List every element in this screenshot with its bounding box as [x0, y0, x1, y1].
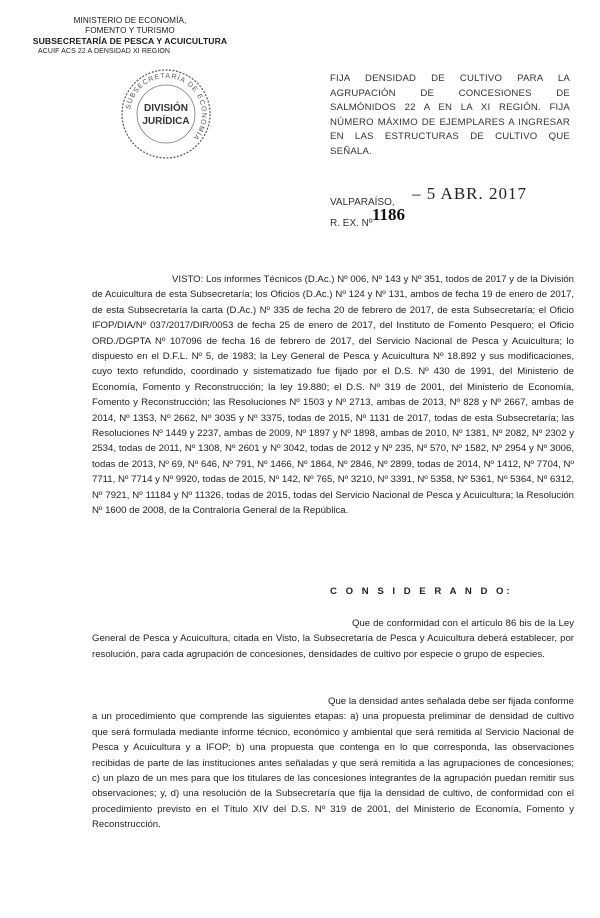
resolution-subject: FIJA DENSIDAD DE CULTIVO PARA LA AGRUPACIÓN DE CONCESIONES DE SALMÓNIDOS 22 A EN LA XI REGIÓN. FIJA NÚMERO MÁXIMO DE EJEMPLARES A INGRESAR EN LAS ESTRUCTURAS DE CULTIVO QUE SEÑALA. — [330, 73, 570, 157]
ministry-name-line1: MINISTERIO DE ECONOMÍA, — [73, 16, 187, 25]
considerando-paragraph-2 — [92, 694, 574, 833]
considerando-2-text: Que la densidad antes señalada debe ser fijada conforme a un procedimiento que comprende las siguientes etapas: a) una propuesta preliminar de densidad de cultivo que será formulada mediante informe técnico, económico y ambiental que será remitida al Servicio Nacional de Pesca y Acuicultura y a IFOP; b) una propuesta que contenga en lo que corresponda, las observaciones recibidas de parte de las instituciones antes señaladas y que será remitida a las agrupaciones de concesiones; c) un plazo de un mes para que los titulares de las concesiones integrantes de la agrupación puedan remitir sus observaciones; y, d) una resolución de la Subsecretaría que fija la densidad de cultivo, de conformidad con el procedimiento previsto en el Título XIV del D.S. Nº 319 de 2001, del Ministerio de Economía, Fomento y Reconstrucción. — [92, 696, 574, 831]
stamp-ring-text: SUBSECRETARÍA DE ECONOMÍA — [125, 72, 208, 142]
subsecretaria-name: SUBSECRETARÍA DE PESCA Y ACUICULTURA — [32, 36, 228, 47]
rex-number-stamp: 1186 — [372, 205, 406, 224]
considerando-1-text: Que de conformidad con el artículo 86 bis de la Ley General de Pesca y Acuicultura, citada en Visto, la Subsecretaría de Pesca y Acuicultura deberá establecer, por resolución, para cada agrupación de concesiones, densidades de cultivo por especie o grupo de especies. — [92, 618, 574, 660]
visto-paragraph — [92, 272, 574, 519]
stamp-center-line2: JURÍDICA — [142, 116, 190, 127]
place-label: VALPARAÍSO, — [330, 197, 395, 208]
ministry-name-line2: FOMENTO Y TURISMO — [85, 26, 175, 36]
rex-label: R. EX. Nº — [330, 218, 373, 229]
stamp-center-line1: DIVISIÓN — [144, 103, 188, 114]
letterhead — [30, 16, 230, 57]
visto-text: VISTO: Los informes Técnicos (D.Ac.) Nº 006, Nº 143 y Nº 351, todos de 2017 y de la División de Acuicultura de esta Subsecretaría; los Oficios (D.Ac.) Nº 124 y Nº 131, ambos de fecha 19 de enero de 2017, de esta Subsecretaría la carta (D.Ac.) Nº 335 de fecha 20 de febrero de 2017, de esta Subsecretaría; el Oficio IFOP/DIA/Nº 037/2017/DIR/0053 de fecha 25 de enero de 2017, del Instituto de Fomento Pesquero; el Oficio ORD./DGPTA Nº 107096 de fecha 16 de febrero de 2017, del Servicio Nacional de Pesca y Acuicultura; lo dispuesto en el D.F.L. Nº 5, de 1983; la Ley General de Pesca y Acuicultura Nº 18.892 y sus modificaciones, cuyo texto refundido, coordinado y sistematizado fue fijado por el D.S. Nº 430 de 1991, del Ministerio de Economía, Fomento y Reconstrucción; la ley 19.880; el D.S. Nº 319 de 2001, del Ministerio de Economía, Fomento y Reconstrucción; las Resoluciones Nº 1503 y Nº 2713, ambas de 2013, Nº 828 y Nº 2667, ambas de 2014, Nº 1353, Nº 2662, Nº 3035 y Nº 3375, todas de 2015, Nº 1131 de 2017, todas de esta Subsecretaría; las Resoluciones Nº 1449 y 2237, ambas de 2009, Nº 1897 y Nº 1898, ambas de 2010, Nº 1381, Nº 2082, Nº 2302 y 2534, todas de 2011, Nº 1308, Nº 2601 y Nº 3042, todas de 2012 y Nº 235, Nº 570, Nº 1582, Nº 2954 y Nº 3006, todas de 2013, Nº 69, Nº 646, Nº 791, Nº 1466, Nº 1864, Nº 2846, Nº 2899, todas de 2014, Nº 1412, Nº 7704, Nº 7711, Nº 7714 y Nº 9920, todas de 2015, Nº 142, Nº 765, Nº 3210, Nº 3391, Nº 5358, Nº 5361, Nº 5364, Nº 6312, Nº 7921, Nº 11184 y Nº 11326, todas de 2015, todas del Servicio Nacional de Pesca y Acuicultura; la Resolución Nº 1600 de 2008, de la Contraloría General de la República. — [92, 274, 574, 517]
date-stamp: – 5 ABR. 2017 — [412, 184, 528, 203]
considerando-heading: C O N S I D E R A N D O: — [330, 586, 513, 597]
document-code: ACUIF ACS 22 A DENSIDAD XI REGION — [38, 47, 171, 55]
considerando-paragraph-1 — [92, 616, 574, 662]
division-juridica-stamp — [118, 66, 214, 162]
